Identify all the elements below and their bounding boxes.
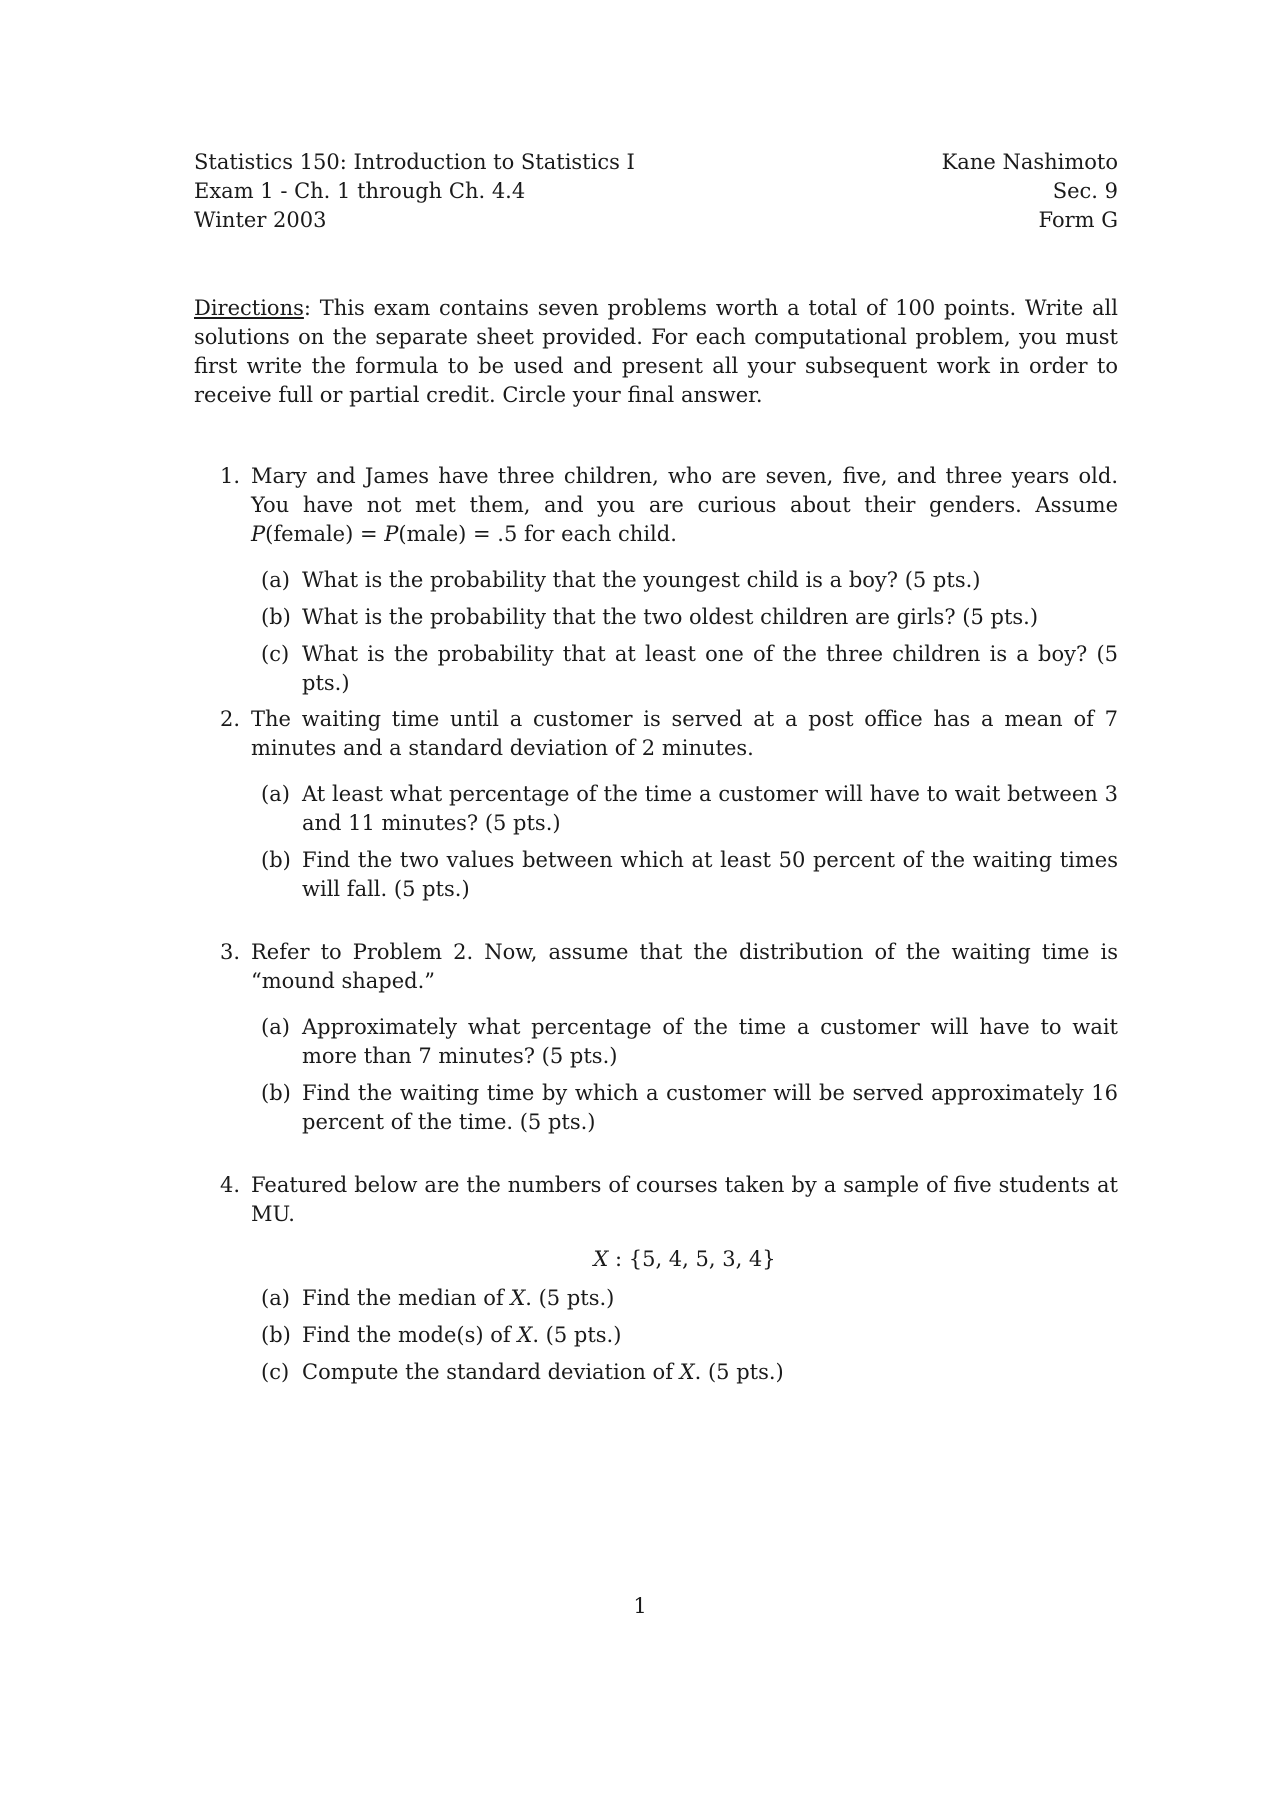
data-set-equation: X : {5, 4, 5, 3, 4} bbox=[593, 1247, 776, 1271]
problem-text: The waiting time until a customer is served at a post office has a mean of 7 minutes and a standard deviation of 2 minutes. bbox=[251, 707, 1118, 760]
course-title: Statistics 150: Introduction to Statistics I bbox=[194, 150, 635, 174]
page-number: 1 bbox=[633, 1594, 647, 1618]
term: Winter 2003 bbox=[194, 208, 327, 232]
form-label: Form G bbox=[1038, 208, 1118, 232]
subquestion-3b: (b) Find the waiting time by which a customer will be served approximately 16 percent of the time. (5 pts.) bbox=[261, 1081, 1118, 1134]
subquestion-4a: (a) Find the median of X. (5 pts.) bbox=[261, 1286, 615, 1310]
subquestion-2a: (a) At least what percentage of the time a customer will have to wait between 3 and 11 minutes? (5 pts.) bbox=[261, 782, 1118, 835]
subquestion-1b: (b) What is the probability that the two oldest children are girls? (5 pts.) bbox=[261, 605, 1039, 629]
directions bbox=[194, 294, 1118, 410]
header-left bbox=[194, 148, 635, 235]
subquestion-3a: (a) Approximately what percentage of the time a customer will have to wait more than 7 minutes? (5 pts.) bbox=[261, 1015, 1118, 1068]
subquestion-4b: (b) Find the mode(s) of X. (5 pts.) bbox=[261, 1323, 622, 1347]
subquestion-1c: (c) What is the probability that at least one of the three children is a boy? (5 pts.) bbox=[261, 642, 1118, 695]
problem-number: 4. bbox=[220, 1173, 241, 1197]
section: Sec. 9 bbox=[1052, 179, 1118, 203]
subquestions bbox=[261, 780, 1118, 904]
problem-3 bbox=[220, 938, 1118, 1145]
header-right bbox=[942, 148, 1118, 235]
subquestion-4c: (c) Compute the standard deviation of X. (5 pts.) bbox=[261, 1360, 784, 1384]
problem-number: 1. bbox=[220, 464, 241, 488]
problem-text: Featured below are the numbers of courses taken by a sample of five students at MU. bbox=[251, 1173, 1118, 1226]
subquestions bbox=[261, 566, 1118, 698]
instructor-name: Kane Nashimoto bbox=[941, 150, 1118, 174]
problem-2 bbox=[220, 705, 1118, 912]
problem-number: 3. bbox=[220, 940, 241, 964]
subquestion-2b: (b) Find the two values between which at least 50 percent of the waiting times will fall. (5 pts.) bbox=[261, 848, 1118, 901]
directions-text: : This exam contains seven problems worth a total of 100 points. Write all solutions on the separate sheet provided. For each computational problem, you must first write the formula to be used and present all your subsequent work in order to receive full or partial credit. Circle your final answer. bbox=[194, 296, 1118, 407]
subquestions bbox=[261, 1013, 1118, 1137]
problem-number: 2. bbox=[220, 707, 241, 731]
problem-text: Refer to Problem 2. Now, assume that the distribution of the waiting time is “mound shaped.” bbox=[251, 940, 1118, 993]
subquestions bbox=[261, 1284, 1118, 1387]
directions-label: Directions bbox=[194, 296, 304, 320]
problem-1 bbox=[220, 462, 1118, 706]
exam-title: Exam 1 - Ch. 1 through Ch. 4.4 bbox=[194, 179, 526, 203]
problem-text: Mary and James have three children, who are seven, five, and three years old. You have not met them, and you are curious about their genders. Assume P(female) = P(male) = .5 for each child. bbox=[251, 464, 1118, 546]
problem-4 bbox=[220, 1171, 1118, 1395]
subquestion-1a: (a) What is the probability that the youngest child is a boy? (5 pts.) bbox=[261, 568, 981, 592]
